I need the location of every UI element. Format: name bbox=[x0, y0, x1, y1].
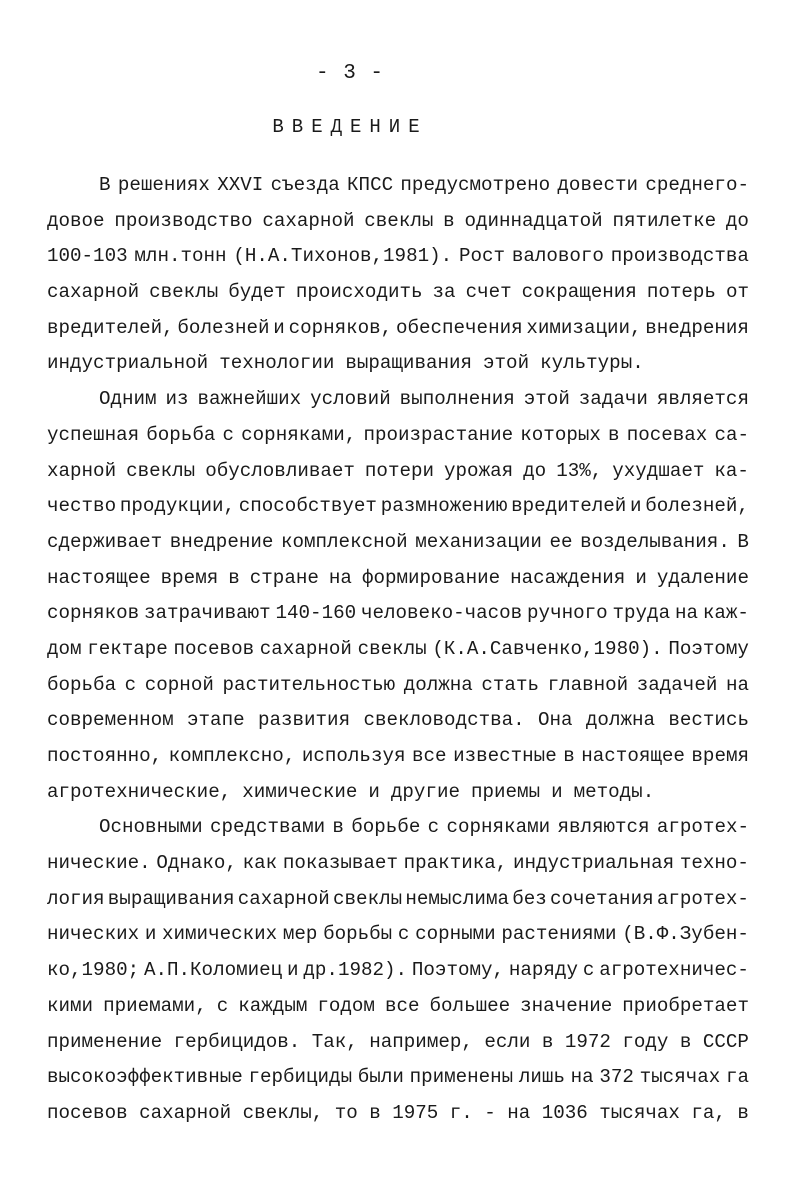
text-line: индустриальной технологии выращивания этой культуры. bbox=[47, 352, 644, 375]
text-line: нические. Однако, как показывает практика, индустриальная техно- bbox=[47, 852, 749, 875]
text-line: чество продукции, способствует размножению вредителей и болезней, bbox=[47, 495, 749, 518]
text-line: 100-103 млн.тонн (Н.А.Тихонов,1981). Рост валового производства bbox=[47, 245, 749, 268]
text-line: сдерживает внедрение комплексной механизации ее возделывания. В bbox=[47, 530, 749, 553]
text-line: высокоэффективные гербициды были применены лишь на 372 тысячах га bbox=[47, 1066, 749, 1089]
body-text bbox=[47, 168, 749, 1132]
text-line: нических и химических мер борьбы с сорными растениями (В.Ф.Зубен- bbox=[47, 923, 749, 946]
text-line: логия выращивания сахарной свеклы немыслима без сочетания агротех- bbox=[47, 887, 749, 910]
text-line: применение гербицидов. Так, например, если в 1972 году в СССР bbox=[47, 1030, 749, 1053]
text-line: вредителей, болезней и сорняков, обеспечения химизации, внедрения bbox=[47, 316, 749, 339]
text-line: борьба с сорной растительностью должна стать главной задачей на bbox=[47, 673, 749, 696]
section-heading: ВВЕДЕНИЕ bbox=[272, 116, 428, 138]
text-line: посевов сахарной свеклы, то в 1975 г. - на 1036 тысячах га, в bbox=[47, 1101, 749, 1124]
text-line: сорняков затрачивают 140-160 человеко-часов ручного труда на каж- bbox=[47, 602, 749, 625]
page-number: - 3 - bbox=[315, 62, 384, 85]
text-line: агротехнические, химические и другие приемы и методы. bbox=[47, 780, 655, 803]
text-line: успешная борьба с сорняками, произрастание которых в посевах са- bbox=[47, 423, 749, 446]
text-line: современном этапе развития свекловодства. Она должна вестись bbox=[47, 709, 749, 732]
text-line: харной свеклы обусловливает потери урожая до 13%, ухудшает ка- bbox=[47, 459, 749, 482]
text-line: довое производство сахарной свеклы в одиннадцатой пятилетке до bbox=[47, 209, 749, 232]
text-line: Одним из важнейших условий выполнения этой задачи является bbox=[99, 388, 749, 411]
text-line: ко,1980; А.П.Коломиец и др.1982). Поэтому, наряду с агротехничес- bbox=[47, 959, 749, 982]
text-line: В решениях XXVI съезда КПСС предусмотрено довести среднего- bbox=[99, 174, 749, 196]
text-line: настоящее время в стране на формирование насаждения и удаление bbox=[47, 566, 749, 589]
text-line: дом гектаре посевов сахарной свеклы (К.А.Савченко,1980). Поэтому bbox=[47, 637, 749, 660]
text-line: кими приемами, с каждым годом все большее значение приобретает bbox=[47, 994, 749, 1017]
text-line: сахарной свеклы будет происходить за счет сокращения потерь от bbox=[47, 281, 749, 304]
text-line: постоянно, комплексно, используя все известные в настоящее время bbox=[47, 745, 749, 767]
text-line: Основными средствами в борьбе с сорняками являются агротех- bbox=[99, 816, 749, 839]
